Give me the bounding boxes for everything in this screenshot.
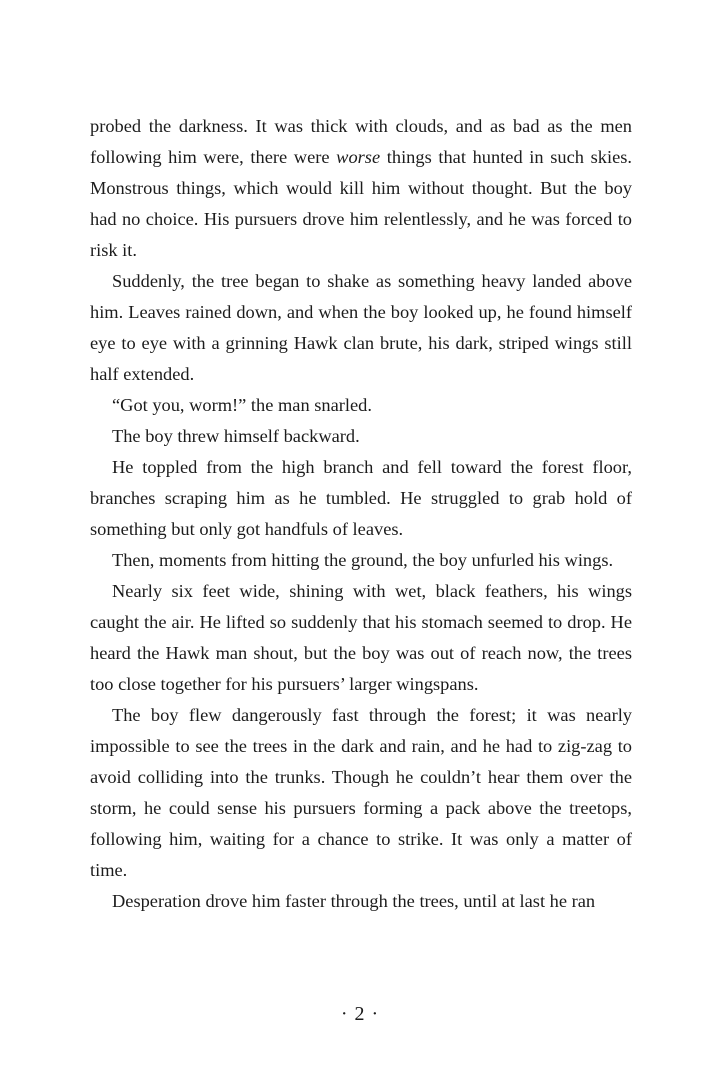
- page-number: · 2 ·: [340, 1003, 380, 1025]
- text-run: Then, moments from hitting the ground, the boy unfurled his wings.: [112, 550, 614, 570]
- text-run: “Got you, worm!” the man snarled.: [112, 395, 372, 415]
- text-run: probed the darkness. It was thick with clouds, and as bad as the men following him were, there were: [90, 116, 632, 167]
- text-run: Desperation drove him faster through the trees, until at last he ran: [112, 891, 596, 911]
- paragraph: [90, 111, 632, 266]
- body-text: [90, 111, 632, 917]
- paragraph: [90, 421, 632, 452]
- paragraph: [90, 266, 632, 390]
- text-run: The boy threw himself backward.: [112, 426, 360, 446]
- text-run: Nearly six feet wide, shining with wet, black feathers, his wings caught the air. He lifted so suddenly that his stomach seemed to drop. He heard the Hawk man shout, but the boy was out of reach now, the trees too close together for his pursuers’ larger wingspans.: [90, 581, 632, 694]
- italic-text: worse: [336, 147, 381, 167]
- text-run: He toppled from the high branch and fell toward the forest floor, branches scraping him as he tumbled. He struggled to grab hold of something but only got handfuls of leaves.: [90, 457, 632, 539]
- text-run: Suddenly, the tree began to shake as something heavy landed above him. Leaves rained down, and when the boy looked up, he found himself eye to eye with a grinning Hawk clan brute, his dark, striped wings still half extended.: [90, 271, 632, 384]
- text-run: things that hunted in such skies. Monstrous things, which would kill him without thought. But the boy had no choice. His pursuers drove him relentlessly, and he was forced to risk it.: [90, 147, 632, 260]
- paragraph: [90, 576, 632, 700]
- paragraph: [90, 452, 632, 545]
- text-run: The boy flew dangerously fast through the forest; it was nearly impossible to see the trees in the dark and rain, and he had to zig-zag to avoid colliding into the trunks. Though he couldn’t hear them over the storm, he could sense his pursuers forming a pack above the treetops, following him, waiting for a chance to strike. It was only a matter of time.: [90, 705, 632, 880]
- paragraph: [90, 700, 632, 886]
- paragraph: [90, 390, 632, 421]
- paragraph: [90, 886, 632, 917]
- paragraph: [90, 545, 632, 576]
